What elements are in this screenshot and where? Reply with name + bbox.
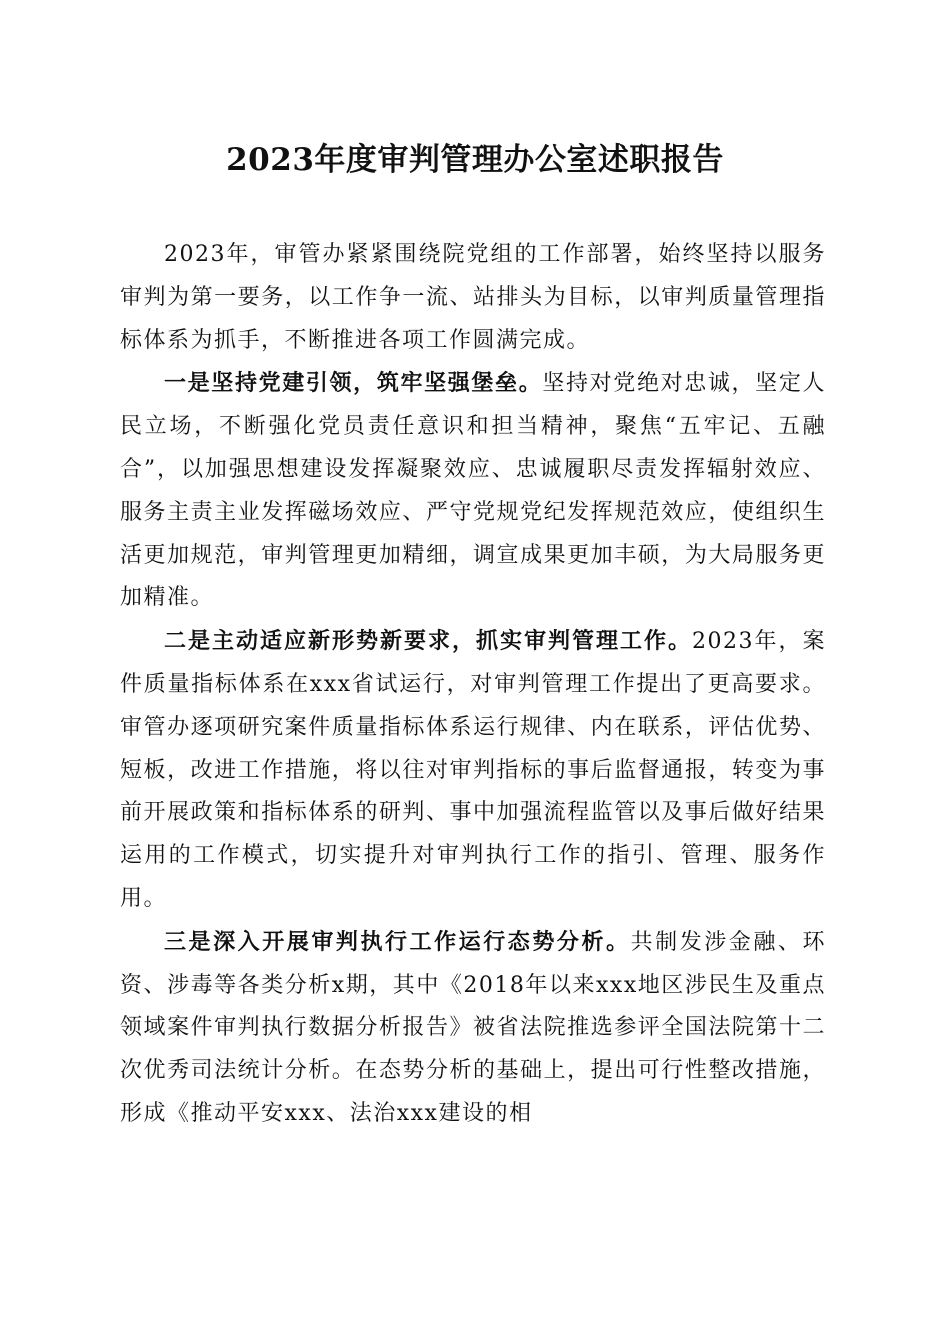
paragraph-trend-analysis <box>120 921 826 1136</box>
paragraph-lead: 三是深入开展审判执行工作运行态势分析。 <box>164 928 631 955</box>
paragraph-trial-management <box>120 620 826 921</box>
paragraph-text: 坚持对党绝对忠诚，坚定人民立场，不断强化党员责任意识和担当精神，聚焦“五牢记、五融合”，以加强思想建设发挥凝聚效应、忠诚履职尽责发挥辐射效应、服务主责主业发挥磁场效应、严守党规党纪发挥规范效应，使组织生活更加规范，审判管理更加精细，调宣成果更加丰硕，为大局服务更加精准。 <box>120 371 826 611</box>
document-title: 2023年度审判管理办公室述职报告 <box>226 142 724 178</box>
paragraph-text: 共制发涉金融、环资、涉毒等各类分析x期，其中《2018年以来xxx地区涉民生及重点领域案件审判执行数据分析报告》被省法院推选参评全国法院第十二次优秀司法统计分析。在态势分析的基础上，提出可行性整改措施，形成《推动平安xxx、法治xxx建设的相 <box>120 929 826 1126</box>
paragraph-lead: 二是主动适应新形势新要求，抓实审判管理工作。 <box>164 628 692 655</box>
document-body <box>120 233 826 1136</box>
paragraph-party-building <box>120 362 826 620</box>
paragraph-lead: 一是坚持党建引领，筑牢坚强堡垒。 <box>164 370 543 397</box>
paragraph-text: 2023年，案件质量指标体系在xxx省试运行，对审判管理工作提出了更高要求。审管办逐项研究案件质量指标体系运行规律、内在联系，评估优势、短板，改进工作措施，将以往对审判指标的事后监督通报，转变为事前开展政策和指标体系的研判、事中加强流程监管以及事后做好结果运用的工作模式，切实提升对审判执行工作的指引、管理、服务作用。 <box>120 629 826 911</box>
paragraph-intro <box>120 233 826 362</box>
paragraph-text: 2023年，审管办紧紧围绕院党组的工作部署，始终坚持以服务审判为第一要务，以工作争一流、站排头为目标，以审判质量管理指标体系为抓手，不断推进各项工作圆满完成。 <box>120 242 826 353</box>
